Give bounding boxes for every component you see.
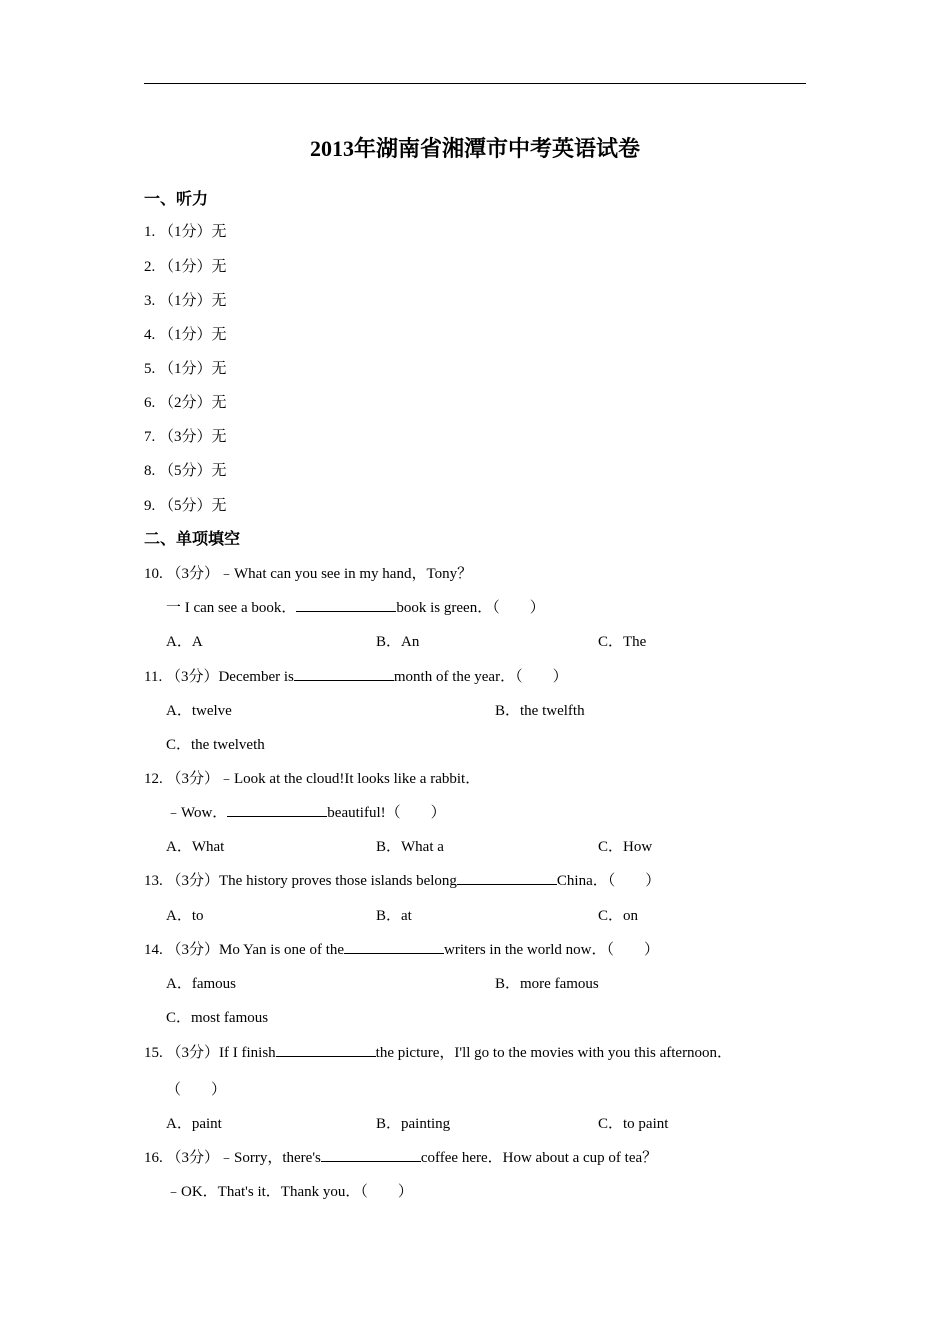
option-a: A．A — [166, 634, 203, 650]
question-item — [144, 220, 227, 244]
question-score: （5分） — [159, 498, 212, 514]
question-text: beautiful!（ ） — [327, 805, 446, 821]
question-stem-15 — [144, 1041, 732, 1065]
question-text: coffee here．How about a cup of tea？ — [420, 1150, 658, 1166]
question-score: （3分） — [166, 942, 220, 958]
question-number: 13. — [144, 873, 163, 889]
question-text: 无 — [211, 259, 227, 275]
question-score: （3分） — [166, 771, 220, 787]
question-item — [144, 494, 227, 518]
question-text: Mo Yan is one of the — [219, 942, 345, 958]
option-a: A．to — [166, 908, 204, 924]
question-item — [144, 425, 227, 449]
question-text: China．（ ） — [556, 873, 661, 889]
question-stem-14 — [144, 938, 659, 962]
section-heading-listening: 一、听力 — [144, 191, 209, 208]
answer-blank — [321, 1146, 421, 1162]
question-number: 9. — [144, 498, 156, 514]
question-text: ﹣Look at the cloud!It looks like a rabbit． — [219, 771, 481, 787]
question-item — [144, 459, 227, 483]
question-item — [144, 323, 227, 347]
question-score: （3分） — [166, 1045, 220, 1061]
option-c: C．How — [598, 839, 653, 855]
option-c: C．The — [598, 634, 647, 650]
question-number: 8. — [144, 463, 156, 479]
question-stem-10 — [144, 562, 472, 586]
question-score: （2分） — [159, 395, 212, 411]
option-b: B．at — [376, 908, 412, 924]
question-number: 15. — [144, 1045, 163, 1061]
question-text: 一 I can see a book． — [166, 600, 297, 616]
question-text: ﹣Sorry，there's — [219, 1150, 321, 1166]
question-score: （3分） — [166, 1150, 220, 1166]
question-text: If I finish — [219, 1045, 276, 1061]
answer-blank — [344, 938, 444, 954]
question-number: 2. — [144, 259, 156, 275]
question-score: （1分） — [159, 224, 212, 240]
question-text: 无 — [211, 463, 227, 479]
option-c: C．the twelveth — [166, 737, 265, 753]
question-score: （3分） — [165, 669, 219, 685]
answer-blank — [294, 665, 394, 681]
question-item — [144, 255, 227, 279]
question-number: 7. — [144, 429, 156, 445]
question-score: （3分） — [159, 429, 212, 445]
question-item — [144, 391, 227, 415]
option-a: A．twelve — [166, 703, 232, 719]
option-c: C．most famous — [166, 1010, 269, 1026]
question-number: 1. — [144, 224, 156, 240]
question-number: 4. — [144, 327, 156, 343]
question-score: （1分） — [159, 259, 212, 275]
question-score: （1分） — [159, 293, 212, 309]
question-text: 无 — [211, 361, 227, 377]
question-text: 无 — [211, 429, 227, 445]
question-score: （5分） — [159, 463, 212, 479]
question-item — [144, 289, 227, 313]
answer-blank — [457, 869, 557, 885]
question-text: The history proves those islands belong — [219, 873, 457, 889]
question-text: ﹣What can you see in my hand，Tony？ — [219, 566, 473, 582]
option-b: B．What a — [376, 839, 444, 855]
answer-blank — [227, 801, 327, 817]
question-text: 无 — [211, 498, 227, 514]
answer-blank — [276, 1041, 376, 1057]
question-line-12 — [166, 801, 446, 825]
answer-parentheses: （ ） — [166, 1082, 227, 1098]
question-number: 10. — [144, 566, 163, 582]
question-stem-12 — [144, 767, 480, 791]
option-b: B．the twelfth — [495, 703, 585, 719]
question-number: 16. — [144, 1150, 163, 1166]
option-b: B．An — [376, 634, 420, 650]
exam-title: 2013年湖南省湘潭市中考英语试卷 — [309, 136, 640, 161]
option-a: A．What — [166, 839, 225, 855]
question-number: 5. — [144, 361, 156, 377]
option-b: B．painting — [376, 1116, 451, 1132]
question-line-10 — [166, 596, 545, 620]
option-c: C．to paint — [598, 1116, 669, 1132]
header-rule — [144, 83, 806, 84]
question-stem-13 — [144, 869, 660, 893]
question-number: 14. — [144, 942, 163, 958]
question-number: 12. — [144, 771, 163, 787]
question-line-16: ﹣OK．That's it．Thank you．（ ） — [166, 1184, 413, 1200]
question-text: the picture，I'll go to the movies with you this afternoon． — [375, 1045, 733, 1061]
question-number: 3. — [144, 293, 156, 309]
option-a: A．paint — [166, 1116, 222, 1132]
question-number: 11. — [144, 669, 163, 685]
option-b: B．more famous — [495, 976, 599, 992]
question-stem-11 — [144, 665, 568, 689]
answer-blank — [296, 596, 396, 612]
question-text: 无 — [211, 327, 227, 343]
question-text: December is — [218, 669, 294, 685]
question-item — [144, 357, 227, 381]
option-a: A．famous — [166, 976, 236, 992]
option-c: C．on — [598, 908, 639, 924]
question-number: 6. — [144, 395, 156, 411]
question-score: （1分） — [159, 361, 212, 377]
question-text: 无 — [211, 293, 227, 309]
question-score: （3分） — [166, 566, 220, 582]
question-score: （1分） — [159, 327, 212, 343]
section-heading-single-choice: 二、单项填空 — [144, 531, 241, 548]
question-stem-16 — [144, 1146, 657, 1170]
question-text: ﹣Wow． — [166, 805, 228, 821]
question-text: book is green．（ ） — [396, 600, 545, 616]
question-text: 无 — [211, 395, 227, 411]
question-text: writers in the world now．（ ） — [444, 942, 660, 958]
question-text: month of the year．（ ） — [393, 669, 568, 685]
question-score: （3分） — [166, 873, 220, 889]
question-text: 无 — [211, 224, 227, 240]
